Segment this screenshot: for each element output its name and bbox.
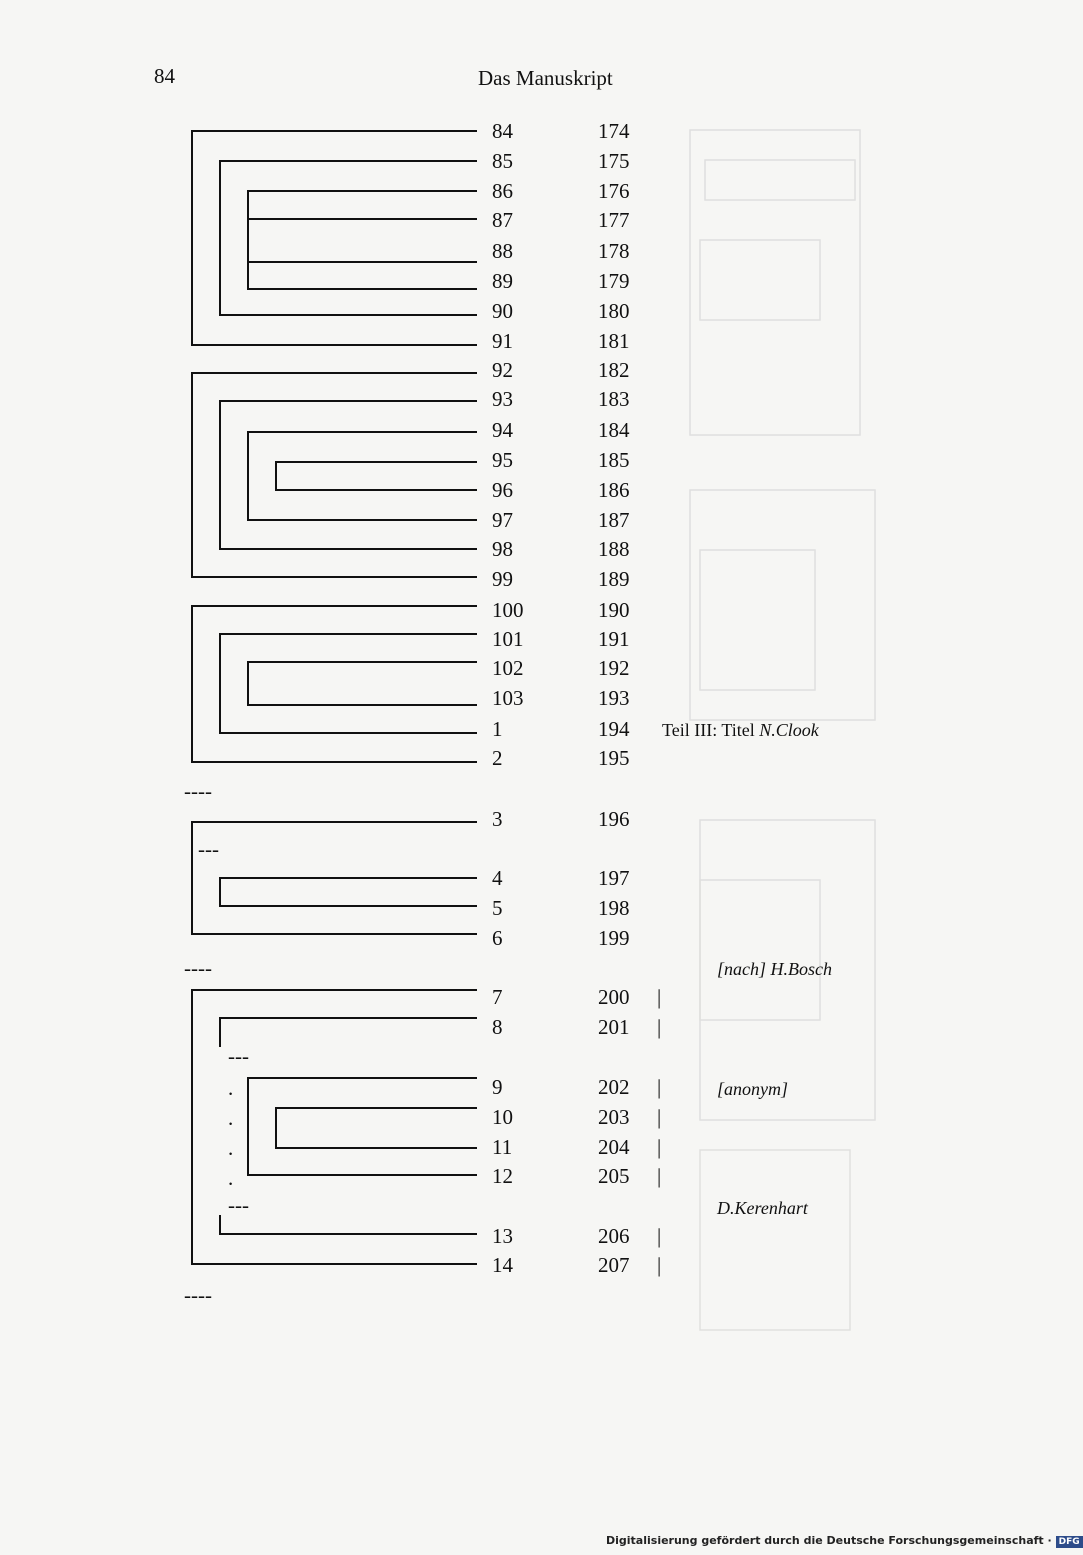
leaf-number-left: 88 (492, 239, 513, 263)
page-number: 84 (154, 64, 175, 88)
bracket (248, 662, 476, 705)
annotation-bosch-prefix: [nach] (717, 959, 766, 979)
leaf-number-right: 192 (598, 656, 630, 680)
leaf-number-left: 93 (492, 387, 513, 411)
bracket (248, 432, 476, 520)
bar-marker: | (657, 1224, 662, 1248)
leaf-number-right: 203 (598, 1105, 630, 1129)
leaf-number-left: 9 (492, 1075, 503, 1099)
bracket (220, 878, 476, 906)
bracket (276, 462, 476, 490)
bracket (192, 990, 476, 1264)
leaf-number-right: 189 (598, 567, 630, 591)
leaf-number-left: 103 (492, 686, 524, 710)
footer (606, 1534, 1083, 1548)
leaf-number-left: 7 (492, 985, 503, 1009)
leaf-number-left: 86 (492, 179, 513, 203)
leaf-number-right: 178 (598, 239, 630, 263)
leaf-number-right: 191 (598, 627, 630, 651)
leaf-number-left: 10 (492, 1105, 513, 1129)
leaf-number-left: 97 (492, 508, 513, 532)
leaf-number-left: 102 (492, 656, 524, 680)
dash-marker: --- (228, 1193, 249, 1217)
leaf-number-right: 177 (598, 208, 630, 232)
leaf-number-left: 4 (492, 866, 503, 890)
bar-marker: | (657, 1253, 662, 1277)
bracket (220, 1018, 476, 1046)
page-title: Das Manuskript (478, 66, 613, 90)
leaf-number-right: 206 (598, 1224, 630, 1248)
leaf-number-right: 193 (598, 686, 630, 710)
dash-marker: --- (228, 1044, 249, 1068)
dot-marker: . (228, 1136, 234, 1160)
leaf-number-left: 89 (492, 269, 513, 293)
leaf-number-right: 190 (598, 598, 630, 622)
leaf-number-left: 6 (492, 926, 503, 950)
leaf-number-right: 175 (598, 149, 630, 173)
leaf-number-right: 188 (598, 537, 630, 561)
bracket (220, 161, 476, 315)
dash-marker: ---- (184, 779, 212, 803)
annotation-teil-label: Teil III: Titel (662, 720, 755, 740)
bracket (192, 131, 476, 345)
annotation-anonym: [anonym] (717, 1079, 788, 1099)
bar-marker: | (657, 1135, 662, 1159)
annotation-bosch-name: H.Bosch (770, 959, 832, 979)
leaf-number-left: 94 (492, 418, 513, 442)
leaf-number-right: 194 (598, 717, 630, 741)
leaf-number-right: 204 (598, 1135, 630, 1159)
dash-marker: ---- (184, 1283, 212, 1307)
leaf-number-right: 183 (598, 387, 630, 411)
leaf-number-left: 2 (492, 746, 503, 770)
leaf-number-left: 5 (492, 896, 503, 920)
leaf-number-left: 92 (492, 358, 513, 382)
leaf-number-right: 205 (598, 1164, 630, 1188)
leaf-number-left: 13 (492, 1224, 513, 1248)
leaf-number-right: 195 (598, 746, 630, 770)
bracket (248, 191, 476, 289)
leaf-number-right: 201 (598, 1015, 630, 1039)
bracket (220, 401, 476, 549)
annotation-teil-author: N.Clook (759, 720, 819, 740)
leaf-number-right: 182 (598, 358, 630, 382)
leaf-number-right: 181 (598, 329, 630, 353)
bracket (248, 1078, 476, 1175)
leaf-number-left: 14 (492, 1253, 513, 1277)
leaf-number-right: 202 (598, 1075, 630, 1099)
leaf-number-right: 197 (598, 866, 630, 890)
leaf-number-right: 198 (598, 896, 630, 920)
dot-marker: . (228, 1106, 234, 1130)
dash-marker: --- (198, 837, 219, 861)
bracket (192, 373, 476, 577)
bar-marker: | (657, 1105, 662, 1129)
dash-marker: ---- (184, 956, 212, 980)
leaf-number-left: 1 (492, 717, 503, 741)
bracket (192, 606, 476, 762)
leaf-number-right: 207 (598, 1253, 630, 1277)
leaf-number-left: 84 (492, 119, 513, 143)
leaf-number-left: 87 (492, 208, 513, 232)
leaf-number-right: 200 (598, 985, 630, 1009)
annotation-bosch (717, 958, 832, 980)
leaf-number-left: 8 (492, 1015, 503, 1039)
leaf-number-right: 187 (598, 508, 630, 532)
annotation-teil (662, 719, 819, 741)
bar-marker: | (657, 1015, 662, 1039)
dot-marker: . (228, 1076, 234, 1100)
leaf-number-right: 180 (598, 299, 630, 323)
bracket (276, 1108, 476, 1148)
leaf-number-left: 101 (492, 627, 524, 651)
leaf-number-right: 186 (598, 478, 630, 502)
leaf-number-right: 185 (598, 448, 630, 472)
leaf-number-left: 11 (492, 1135, 513, 1159)
dfg-logo: DFG (1056, 1536, 1083, 1548)
leaf-number-right: 196 (598, 807, 630, 831)
leaf-number-right: 184 (598, 418, 630, 442)
annotation-kerenhart: D.Kerenhart (717, 1198, 808, 1218)
leaf-number-right: 174 (598, 119, 630, 143)
footer-text: Digitalisierung gefördert durch die Deutsche Forschungsgemeinschaft · (606, 1534, 1052, 1547)
dot-marker: . (228, 1166, 234, 1190)
bar-marker: | (657, 1164, 662, 1188)
leaf-number-left: 12 (492, 1164, 513, 1188)
leaf-number-left: 96 (492, 478, 513, 502)
leaf-number-left: 99 (492, 567, 513, 591)
leaf-number-left: 90 (492, 299, 513, 323)
leaf-number-left: 95 (492, 448, 513, 472)
bar-marker: | (657, 1075, 662, 1099)
bar-marker: | (657, 985, 662, 1009)
leaf-number-left: 85 (492, 149, 513, 173)
leaf-number-left: 3 (492, 807, 503, 831)
leaf-number-right: 179 (598, 269, 630, 293)
leaf-number-left: 100 (492, 598, 524, 622)
leaf-number-right: 199 (598, 926, 630, 950)
bracket (220, 1216, 476, 1234)
leaf-number-left: 98 (492, 537, 513, 561)
leaf-number-left: 91 (492, 329, 513, 353)
bracket (220, 634, 476, 733)
leaf-number-right: 176 (598, 179, 630, 203)
